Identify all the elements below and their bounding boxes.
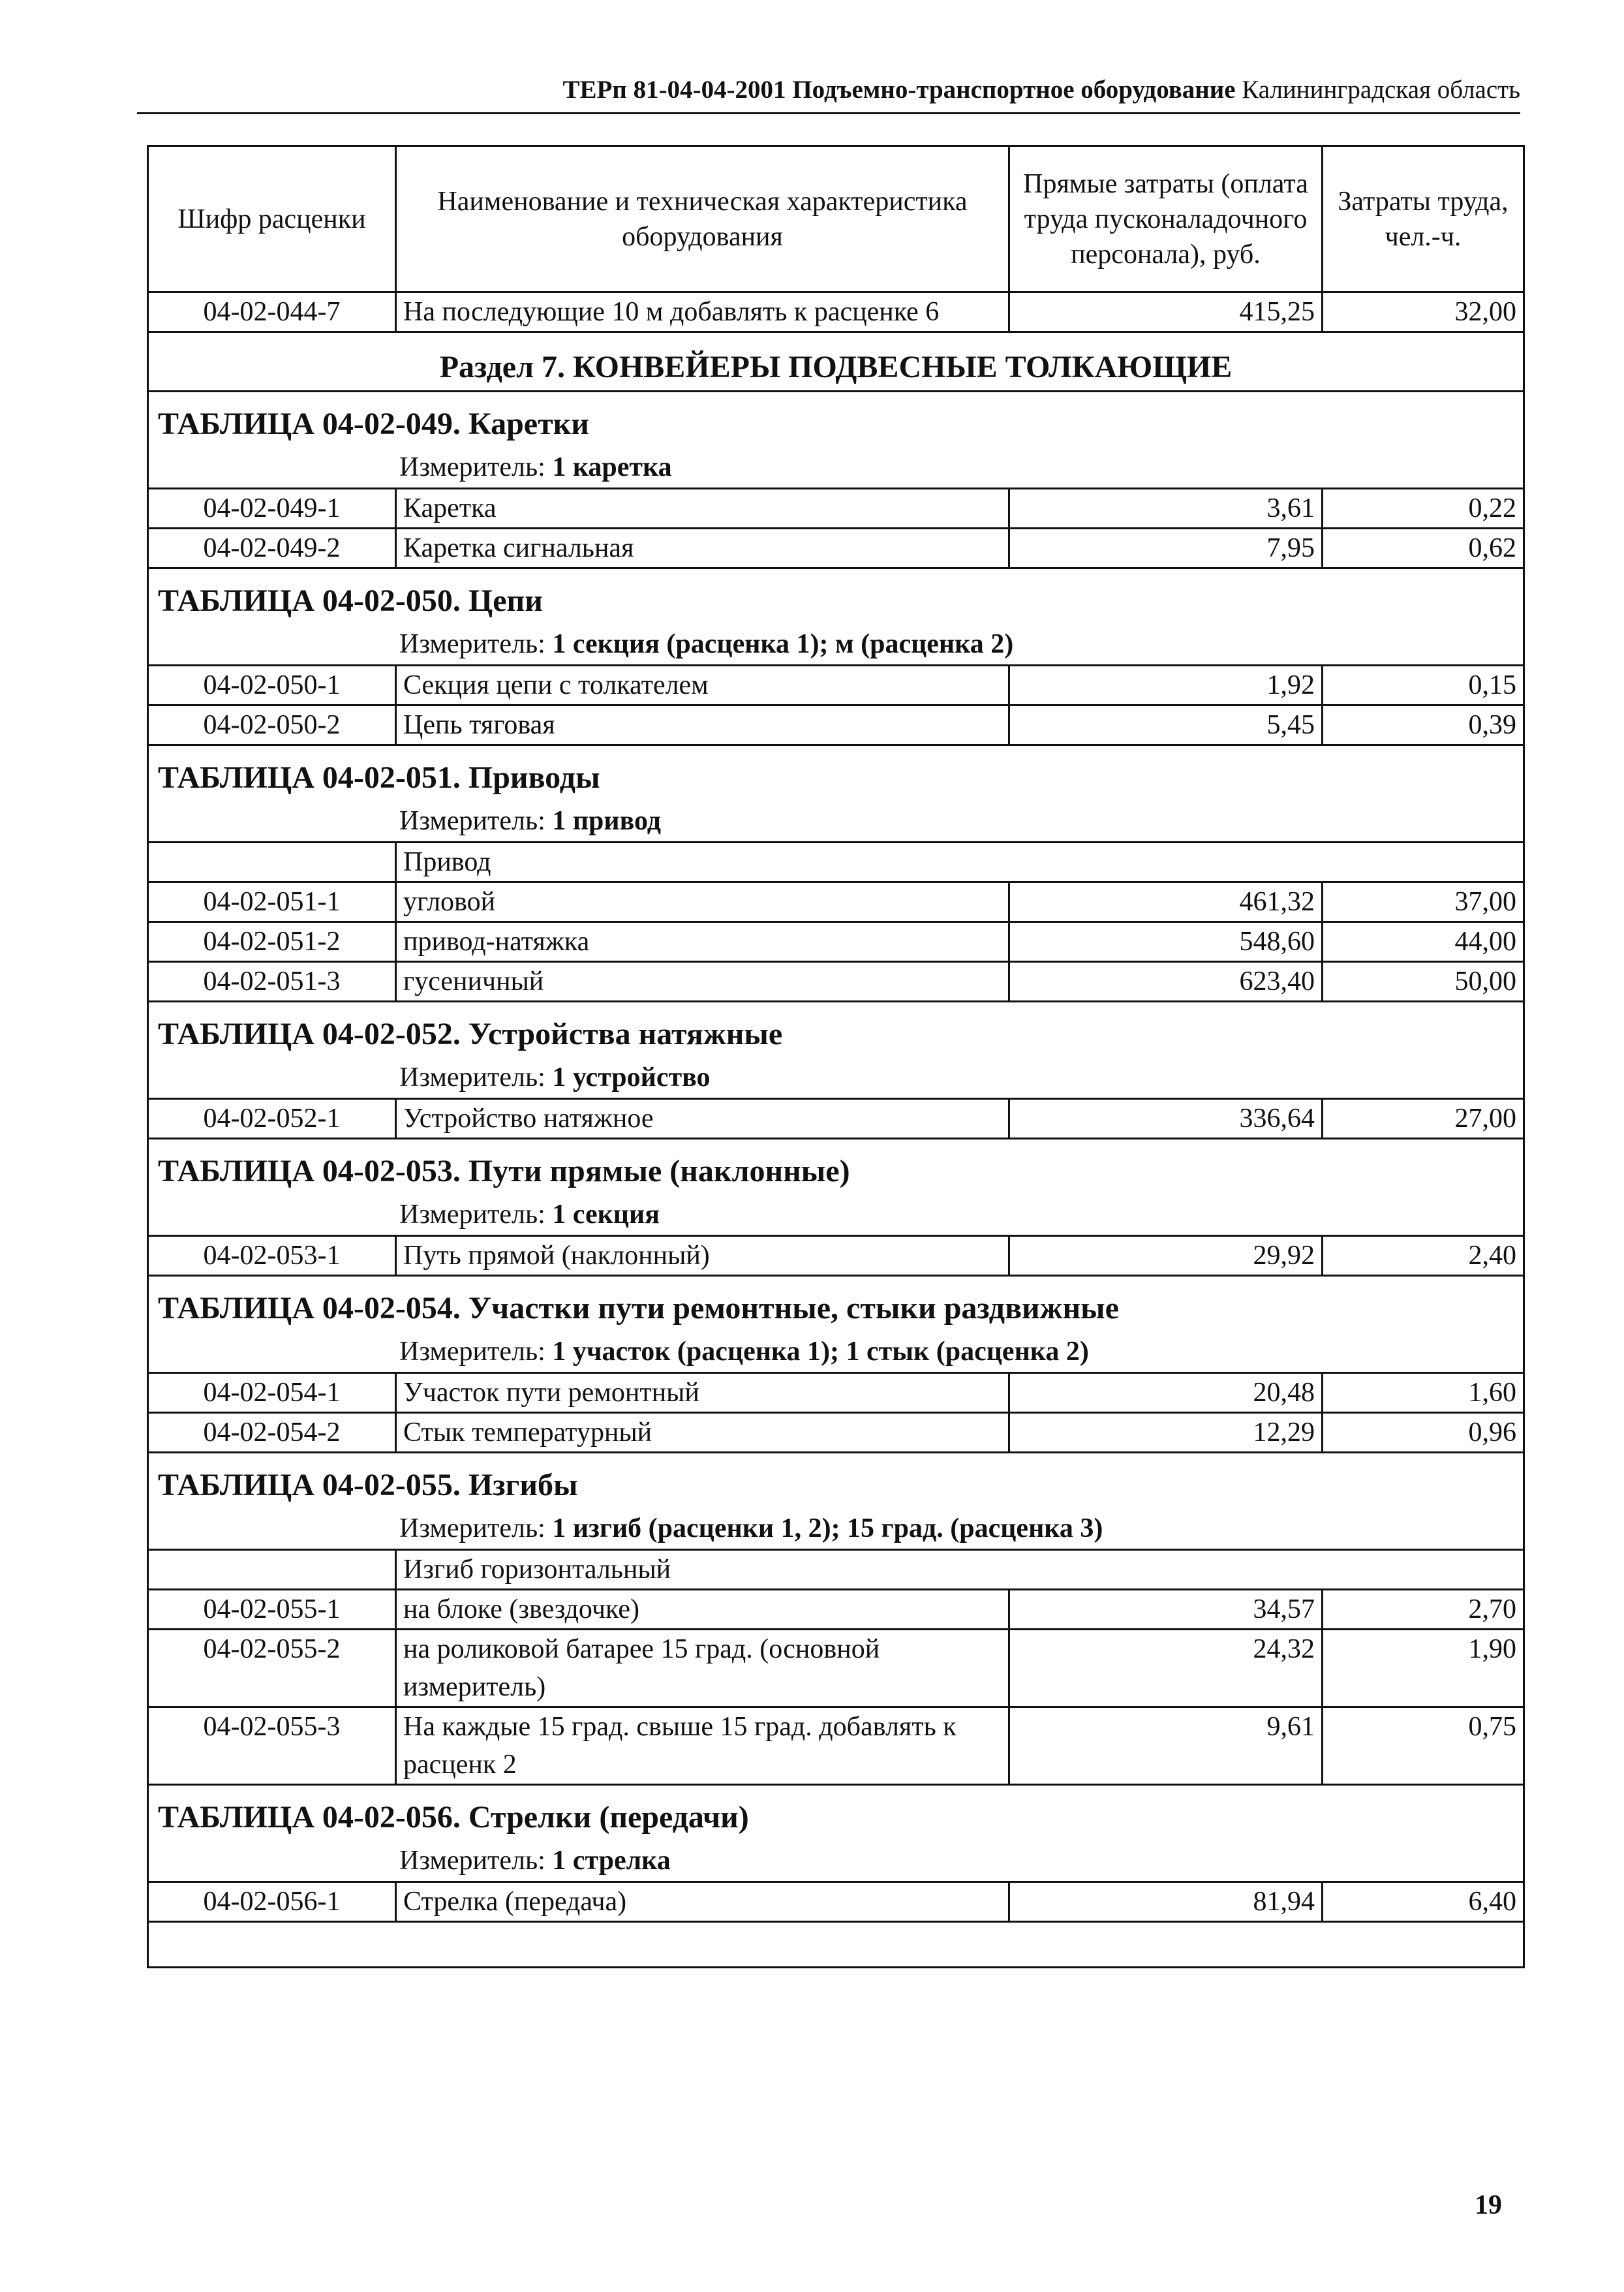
rate-code: 04-02-051-3 (148, 962, 396, 1002)
measure-label: Измеритель: (399, 1200, 545, 1230)
rate-labor: 37,00 (1323, 882, 1524, 922)
rate-name: Секция цепи с толкателем (396, 666, 1009, 705)
measure-unit: 1 участок (расценка 1); 1 стык (расценка 2) (552, 1337, 1089, 1367)
table-row (148, 1413, 1524, 1453)
rate-name: на блоке (звездочке) (396, 1590, 1009, 1630)
rate-cost: 336,64 (1009, 1099, 1323, 1139)
rate-labor: 0,22 (1323, 489, 1524, 529)
rate-name: На каждые 15 град. свыше 15 град. добавлять к расценк 2 (396, 1707, 1009, 1785)
table-row (148, 1099, 1524, 1139)
measure-unit: 1 устройство (552, 1062, 711, 1092)
rate-cost: 29,92 (1009, 1236, 1323, 1276)
measure-line (149, 447, 1523, 488)
table-row (148, 1236, 1524, 1276)
col-header-labor: Затраты труда, чел.-ч. (1323, 146, 1524, 292)
table-title: ТАБЛИЦА 04-02-050. Цепи (158, 583, 543, 618)
section-title: Раздел 7. КОНВЕЙЕРЫ ПОДВЕСНЫЕ ТОЛКАЮЩИЕ (439, 350, 1233, 384)
column-header-row (148, 146, 1524, 292)
rate-name: гусеничный (396, 962, 1009, 1002)
rate-code: 04-02-049-1 (148, 489, 396, 529)
table-heading-row (148, 1002, 1524, 1099)
table-title: ТАБЛИЦА 04-02-049. Каретки (158, 407, 589, 441)
measure-line (149, 624, 1523, 664)
measure-unit: 1 изгиб (расценки 1, 2); 15 град. (расценка 3) (552, 1513, 1103, 1543)
rate-cost: 415,25 (1009, 292, 1323, 332)
rate-cost: 34,57 (1009, 1590, 1323, 1630)
table-title: ТАБЛИЦА 04-02-055. Изгибы (158, 1468, 578, 1502)
measure-label: Измеритель: (399, 629, 545, 659)
rate-labor: 32,00 (1323, 292, 1524, 332)
subheader-label: Привод (396, 843, 1524, 882)
measure-line (149, 1194, 1523, 1235)
rate-name: Каретка сигнальная (396, 529, 1009, 568)
table-row (148, 922, 1524, 962)
rate-name: на роликовой батарее 15 град. (основной измеритель) (396, 1630, 1009, 1707)
table-heading-row (148, 1276, 1524, 1373)
measure-unit: 1 стрелка (552, 1846, 671, 1876)
rate-cost: 5,45 (1009, 705, 1323, 745)
page-number: 19 (1475, 2190, 1502, 2220)
rate-code: 04-02-044-7 (148, 292, 396, 332)
col-header-code: Шифр расценки (148, 146, 396, 292)
measure-line (149, 801, 1523, 841)
rate-labor: 1,90 (1323, 1630, 1524, 1707)
subheader-label: Изгиб горизонтальный (396, 1550, 1524, 1590)
region: Калининградская область (1242, 76, 1520, 104)
rate-cost: 461,32 (1009, 882, 1323, 922)
subheader-row (148, 843, 1524, 882)
rate-code: 04-02-056-1 (148, 1882, 396, 1922)
measure-label: Измеритель: (399, 452, 545, 482)
rate-cost: 623,40 (1009, 962, 1323, 1002)
measure-label: Измеритель: (399, 1337, 545, 1367)
rate-name: Участок пути ремонтный (396, 1373, 1009, 1413)
table-heading-row (148, 1785, 1524, 1882)
measure-line (149, 1840, 1523, 1881)
rate-labor: 0,39 (1323, 705, 1524, 745)
rate-name: Путь прямой (наклонный) (396, 1236, 1009, 1276)
col-header-name: Наименование и техническая характеристика оборудования (396, 146, 1009, 292)
measure-line (149, 1057, 1523, 1098)
measure-unit: 1 секция (расценка 1); м (расценка 2) (552, 629, 1014, 659)
rate-name: На последующие 10 м добавлять к расценке 6 (396, 292, 1009, 332)
table-row (148, 489, 1524, 529)
measure-line (149, 1508, 1523, 1549)
table-row (148, 1630, 1524, 1707)
rate-cost: 1,92 (1009, 666, 1323, 705)
measure-line (149, 1331, 1523, 1372)
rate-labor: 0,96 (1323, 1413, 1524, 1453)
rate-code: 04-02-052-1 (148, 1099, 396, 1139)
table-row (148, 1882, 1524, 1922)
table-row (148, 292, 1524, 332)
rate-labor: 0,62 (1323, 529, 1524, 568)
rate-cost: 24,32 (1009, 1630, 1323, 1707)
col-header-cost: Прямые затраты (оплата труда пусконаладочного персонала), руб. (1009, 146, 1323, 292)
rate-cost: 7,95 (1009, 529, 1323, 568)
measure-label: Измеритель: (399, 1513, 545, 1543)
table-heading-row (148, 1139, 1524, 1236)
rate-labor: 6,40 (1323, 1882, 1524, 1922)
rate-cost: 81,94 (1009, 1882, 1323, 1922)
rate-labor: 50,00 (1323, 962, 1524, 1002)
rate-cost: 9,61 (1009, 1707, 1323, 1785)
rate-code: 04-02-051-2 (148, 922, 396, 962)
table-row (148, 705, 1524, 745)
doc-code: ТЕРп 81-04-04-2001 (562, 76, 786, 104)
table-row (148, 529, 1524, 568)
rate-name: угловой (396, 882, 1009, 922)
measure-unit: 1 каретка (552, 452, 672, 482)
rate-code: 04-02-051-1 (148, 882, 396, 922)
rate-code: 04-02-050-2 (148, 705, 396, 745)
table-title: ТАБЛИЦА 04-02-052. Устройства натяжные (158, 1017, 783, 1051)
doc-topic: Подъемно-транспортное оборудование (792, 76, 1236, 104)
section-heading-row (148, 332, 1524, 392)
measure-unit: 1 секция (552, 1200, 660, 1230)
measure-label: Измеритель: (399, 1062, 545, 1092)
table-title: ТАБЛИЦА 04-02-056. Стрелки (передачи) (158, 1800, 749, 1835)
table-title: ТАБЛИЦА 04-02-051. Приводы (158, 760, 600, 795)
table-heading-row (148, 568, 1524, 666)
table-row (148, 962, 1524, 1002)
measure-label: Измеритель: (399, 1846, 545, 1876)
page-header (137, 72, 1520, 114)
rate-labor: 44,00 (1323, 922, 1524, 962)
rate-cost: 20,48 (1009, 1373, 1323, 1413)
rate-code: 04-02-050-1 (148, 666, 396, 705)
table-heading-row (148, 1453, 1524, 1550)
table-row (148, 1707, 1524, 1785)
rate-cost: 548,60 (1009, 922, 1323, 962)
rate-code: 04-02-055-3 (148, 1707, 396, 1785)
rate-name: привод-натяжка (396, 922, 1009, 962)
rate-name: Стрелка (передача) (396, 1882, 1009, 1922)
table-heading-row (148, 392, 1524, 489)
subheader-row (148, 1550, 1524, 1590)
table-row (148, 1373, 1524, 1413)
rate-code: 04-02-054-1 (148, 1373, 396, 1413)
table-title: ТАБЛИЦА 04-02-053. Пути прямые (наклонные) (158, 1154, 850, 1188)
measure-unit: 1 привод (552, 806, 661, 836)
rate-labor: 2,70 (1323, 1590, 1524, 1630)
table-row (148, 666, 1524, 705)
rates-table (147, 145, 1525, 1968)
rate-name: Стык температурный (396, 1413, 1009, 1453)
rate-name: Устройство натяжное (396, 1099, 1009, 1139)
rate-labor: 1,60 (1323, 1373, 1524, 1413)
rate-name: Цепь тяговая (396, 705, 1009, 745)
rate-labor: 0,75 (1323, 1707, 1524, 1785)
rate-labor: 27,00 (1323, 1099, 1524, 1139)
table-row (148, 1590, 1524, 1630)
rate-code: 04-02-055-2 (148, 1630, 396, 1707)
rate-code: 04-02-053-1 (148, 1236, 396, 1276)
rate-code: 04-02-054-2 (148, 1413, 396, 1453)
table-heading-row (148, 745, 1524, 843)
table-title: ТАБЛИЦА 04-02-054. Участки пути ремонтные, стыки раздвижные (158, 1291, 1119, 1325)
rate-labor: 2,40 (1323, 1236, 1524, 1276)
blank-row (148, 1922, 1524, 1968)
rate-cost: 12,29 (1009, 1413, 1323, 1453)
rate-cost: 3,61 (1009, 489, 1323, 529)
rate-code: 04-02-049-2 (148, 529, 396, 568)
table-row (148, 882, 1524, 922)
measure-label: Измеритель: (399, 806, 545, 836)
rate-name: Каретка (396, 489, 1009, 529)
rate-code: 04-02-055-1 (148, 1590, 396, 1630)
rate-labor: 0,15 (1323, 666, 1524, 705)
